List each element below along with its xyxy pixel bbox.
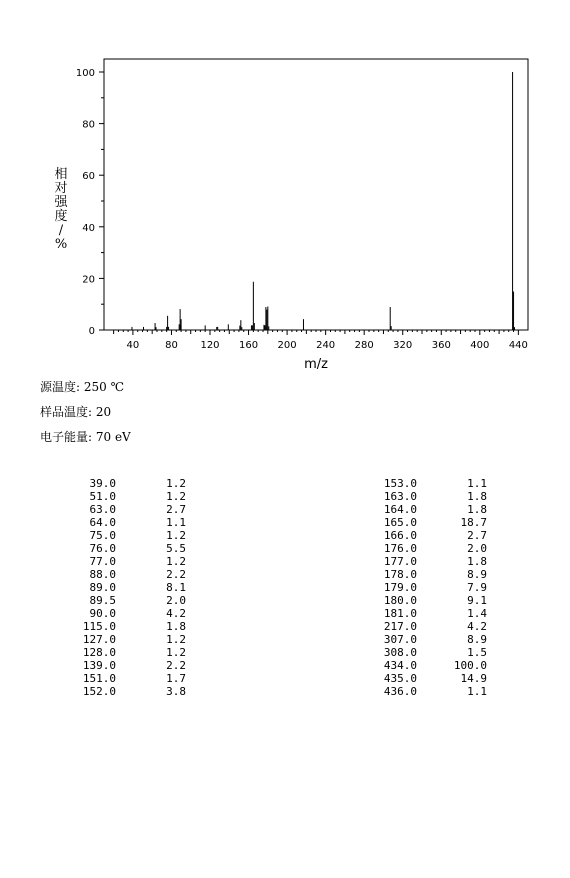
peak-mz: 127.0 [82, 633, 116, 646]
peak-intensity: 8.1 [166, 581, 186, 594]
peak-row [371, 672, 487, 685]
peak-row [70, 646, 186, 659]
y-axis-label-char: / [58, 223, 64, 238]
peak-mz: 63.0 [89, 503, 116, 516]
peak-table-left [70, 477, 186, 698]
y-axis-label-char: 度 [54, 209, 68, 224]
x-tick-label: 200 [277, 340, 297, 351]
peak-mz: 77.0 [89, 555, 116, 568]
peak-row [371, 659, 487, 672]
peak-mz: 165.0 [383, 516, 417, 529]
peak-row [371, 503, 487, 516]
y-tick-label: 80 [82, 119, 95, 131]
peak-mz: 177.0 [383, 555, 417, 568]
peak-mz: 51.0 [89, 490, 116, 503]
peak-mz: 115.0 [82, 620, 116, 633]
peak-row [371, 542, 487, 555]
peak-row [70, 633, 186, 646]
peak-row [371, 516, 487, 529]
peak-intensity: 1.7 [166, 672, 186, 685]
peak-intensity: 1.1 [467, 685, 487, 698]
peak-row [70, 529, 186, 542]
peak-mz: 217.0 [383, 620, 417, 633]
peak-intensity: 1.2 [166, 646, 186, 659]
peak-mz: 153.0 [383, 477, 417, 490]
peak-mz: 434.0 [383, 659, 417, 672]
x-tick-label: 440 [508, 340, 528, 351]
peak-mz: 163.0 [383, 490, 417, 503]
peak-mz: 179.0 [383, 581, 417, 594]
x-tick-label: 320 [393, 340, 413, 351]
y-axis-label-char: % [54, 237, 68, 252]
peak-row [371, 490, 487, 503]
peak-row [70, 568, 186, 581]
peak-mz: 180.0 [383, 594, 417, 607]
y-axis-label [52, 168, 70, 252]
electron-energy: 电子能量: 70 eV [40, 430, 131, 444]
peak-intensity: 7.9 [467, 581, 487, 594]
peak-row [70, 503, 186, 516]
peak-row [371, 594, 487, 607]
peak-intensity: 8.9 [467, 568, 487, 581]
x-tick-label: 40 [126, 340, 140, 351]
peak-mz: 181.0 [383, 607, 417, 620]
peak-intensity: 1.1 [467, 477, 487, 490]
peak-mz: 89.0 [89, 581, 116, 594]
peak-row [70, 581, 186, 594]
peak-row [371, 620, 487, 633]
peaks-group [132, 72, 515, 330]
peak-mz: 128.0 [82, 646, 116, 659]
peak-intensity: 1.4 [467, 607, 487, 620]
peak-row [70, 659, 186, 672]
x-axis-label: m/z [304, 357, 328, 372]
y-axis-ticks [76, 68, 104, 337]
plot-frame [104, 59, 528, 330]
peak-row [371, 685, 487, 698]
peak-mz: 76.0 [89, 542, 116, 555]
peak-intensity: 2.2 [166, 659, 186, 672]
peak-mz: 164.0 [383, 503, 417, 516]
mass-spectrum-chart [0, 0, 570, 375]
peak-mz: 75.0 [89, 529, 116, 542]
peak-intensity: 2.7 [166, 503, 186, 516]
x-tick-label: 80 [165, 340, 178, 351]
peak-row [70, 620, 186, 633]
peak-row [70, 672, 186, 685]
x-tick-label: 120 [200, 340, 220, 351]
peak-intensity: 1.5 [467, 646, 487, 659]
peak-mz: 151.0 [82, 672, 116, 685]
peak-intensity: 1.2 [166, 490, 186, 503]
peak-row [70, 542, 186, 555]
peak-intensity: 14.9 [460, 672, 487, 685]
peak-intensity: 2.2 [166, 568, 186, 581]
y-axis-label-char: 对 [54, 181, 68, 196]
peak-mz: 90.0 [89, 607, 116, 620]
source-temperature: 源温度: 250 ℃ [40, 380, 125, 394]
sample-temperature: 样品温度: 20 [40, 405, 112, 419]
peak-row [70, 594, 186, 607]
peak-mz: 166.0 [383, 529, 417, 542]
x-tick-label: 280 [354, 340, 374, 351]
peak-row [70, 685, 186, 698]
peak-intensity: 4.2 [467, 620, 487, 633]
peak-intensity: 9.1 [467, 594, 487, 607]
peak-mz: 152.0 [82, 685, 116, 698]
peak-intensity: 18.7 [460, 516, 487, 529]
peak-mz: 308.0 [383, 646, 417, 659]
x-tick-label: 360 [431, 340, 451, 351]
y-tick-label: 60 [82, 171, 95, 183]
peak-row [371, 633, 487, 646]
peak-intensity: 1.8 [467, 555, 487, 568]
peak-row [371, 646, 487, 659]
peak-intensity: 1.2 [166, 529, 186, 542]
peak-intensity: 3.8 [166, 685, 186, 698]
peak-row [70, 490, 186, 503]
peak-intensity: 1.2 [166, 633, 186, 646]
peak-intensity: 1.2 [166, 477, 186, 490]
peak-mz: 89.5 [89, 594, 116, 607]
peak-intensity: 1.8 [467, 503, 487, 516]
peak-row [371, 581, 487, 594]
peak-intensity: 1.2 [166, 555, 186, 568]
peak-table-right [371, 477, 487, 698]
peak-row [371, 477, 487, 490]
y-tick-label: 100 [75, 68, 95, 79]
x-axis-ticks [114, 330, 528, 351]
peak-mz: 64.0 [89, 516, 116, 529]
peak-row [70, 555, 186, 568]
peak-row [371, 529, 487, 542]
peak-row [371, 555, 487, 568]
x-tick-label: 160 [238, 340, 259, 351]
peak-intensity: 8.9 [467, 633, 487, 646]
peak-intensity: 2.0 [166, 594, 186, 607]
peak-intensity: 2.0 [467, 542, 487, 555]
y-axis-label-char: 相 [54, 167, 68, 182]
peak-intensity: 2.7 [467, 529, 487, 542]
peak-mz: 307.0 [383, 633, 417, 646]
peak-row [371, 607, 487, 620]
peak-row [70, 516, 186, 529]
peak-mz: 139.0 [82, 659, 116, 672]
peak-intensity: 1.8 [467, 490, 487, 503]
x-tick-label: 400 [470, 340, 490, 351]
peak-intensity: 4.2 [166, 607, 186, 620]
peak-mz: 435.0 [383, 672, 417, 685]
peak-row [70, 477, 186, 490]
peak-mz: 176.0 [383, 542, 417, 555]
y-tick-label: 20 [82, 274, 95, 286]
peak-mz: 39.0 [89, 477, 116, 490]
peak-intensity: 5.5 [166, 542, 186, 555]
y-tick-label: 0 [88, 326, 95, 337]
peak-intensity: 1.1 [166, 516, 186, 529]
peak-mz: 436.0 [383, 685, 417, 698]
peak-row [371, 568, 487, 581]
peak-intensity: 100.0 [453, 659, 487, 672]
y-tick-label: 40 [82, 222, 95, 234]
x-tick-label: 240 [316, 340, 336, 351]
peak-mz: 88.0 [89, 568, 116, 581]
peak-row [70, 607, 186, 620]
y-axis-label-char: 强 [54, 195, 68, 210]
peak-mz: 178.0 [383, 568, 417, 581]
peak-intensity: 1.8 [166, 620, 186, 633]
